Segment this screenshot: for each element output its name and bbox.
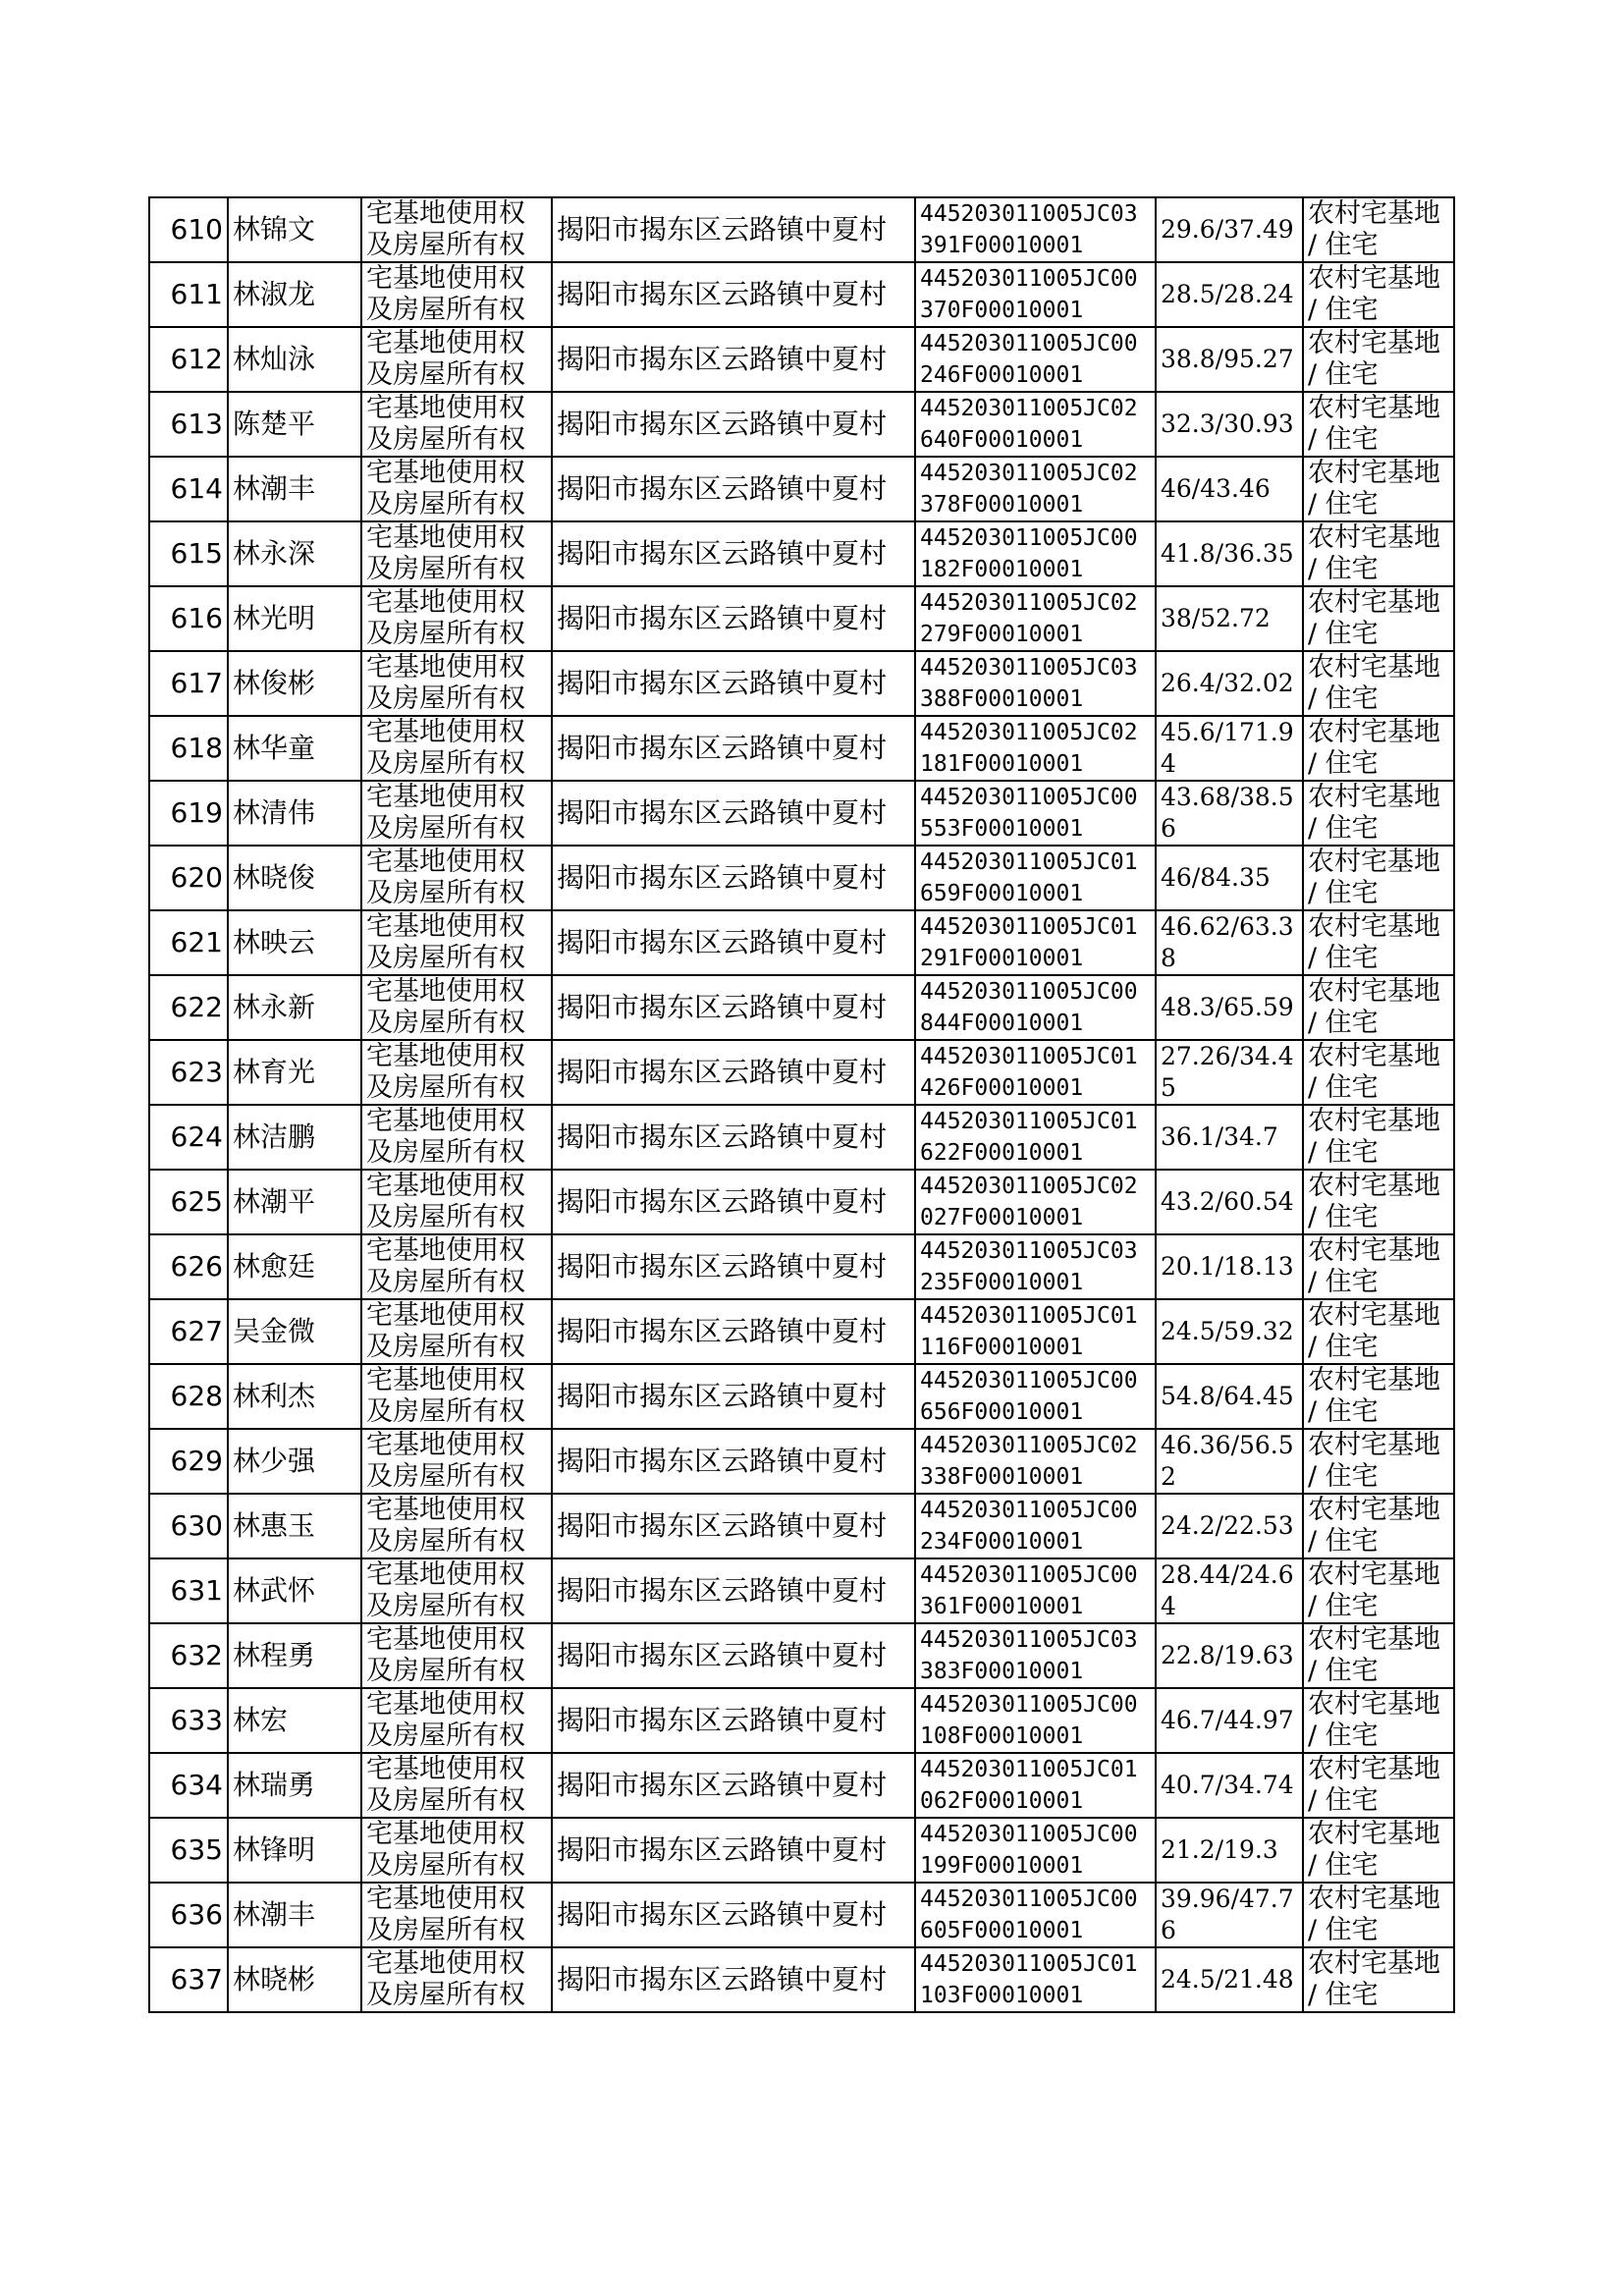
row-number-cell: 630: [149, 1494, 228, 1558]
area-value-cell: 21.2/19.3: [1156, 1818, 1303, 1883]
unit-code-cell: 445203011005JC02027F00010001: [915, 1170, 1156, 1234]
row-number-cell: 611: [149, 262, 228, 327]
row-number-cell: 612: [149, 327, 228, 392]
row-number-cell: 619: [149, 781, 228, 846]
property-location-cell: 揭阳市揭东区云路镇中夏村: [552, 327, 915, 392]
owner-name-cell: 林洁鹏: [228, 1105, 361, 1170]
property-location-cell: 揭阳市揭东区云路镇中夏村: [552, 1429, 915, 1494]
area-value-cell: 24.5/59.32: [1156, 1299, 1303, 1364]
property-location-cell: 揭阳市揭东区云路镇中夏村: [552, 521, 915, 586]
land-use-cell: 农村宅基地 / 住宅: [1303, 910, 1454, 975]
table-row: [149, 1688, 1454, 1753]
right-type-cell: 宅基地使用权及房屋所有权: [361, 1040, 552, 1105]
property-location-cell: 揭阳市揭东区云路镇中夏村: [552, 1364, 915, 1429]
land-use-cell: 农村宅基地 / 住宅: [1303, 975, 1454, 1040]
table-row: [149, 457, 1454, 521]
table-row: [149, 846, 1454, 910]
land-use-cell: 农村宅基地 / 住宅: [1303, 651, 1454, 716]
row-number-cell: 627: [149, 1299, 228, 1364]
area-value-cell: 45.6/171.94: [1156, 716, 1303, 781]
row-number-cell: 634: [149, 1753, 228, 1818]
property-location-cell: 揭阳市揭东区云路镇中夏村: [552, 457, 915, 521]
table-row: [149, 781, 1454, 846]
right-type-cell: 宅基地使用权及房屋所有权: [361, 716, 552, 781]
table-row: [149, 1234, 1454, 1299]
property-location-cell: 揭阳市揭东区云路镇中夏村: [552, 1494, 915, 1558]
right-type-cell: 宅基地使用权及房屋所有权: [361, 1688, 552, 1753]
owner-name-cell: 林光明: [228, 586, 361, 651]
property-location-cell: 揭阳市揭东区云路镇中夏村: [552, 1883, 915, 1947]
owner-name-cell: 林利杰: [228, 1364, 361, 1429]
registry-table-body: [149, 197, 1454, 2012]
right-type-cell: 宅基地使用权及房屋所有权: [361, 651, 552, 716]
unit-code-cell: 445203011005JC01062F00010001: [915, 1753, 1156, 1818]
table-row: [149, 1105, 1454, 1170]
property-location-cell: 揭阳市揭东区云路镇中夏村: [552, 716, 915, 781]
area-value-cell: 24.2/22.53: [1156, 1494, 1303, 1558]
unit-code-cell: 445203011005JC03391F00010001: [915, 197, 1156, 262]
row-number-cell: 616: [149, 586, 228, 651]
table-row: [149, 1947, 1454, 2012]
right-type-cell: 宅基地使用权及房屋所有权: [361, 781, 552, 846]
table-row: [149, 1170, 1454, 1234]
table-row: [149, 586, 1454, 651]
land-use-cell: 农村宅基地 / 住宅: [1303, 1623, 1454, 1688]
property-location-cell: 揭阳市揭东区云路镇中夏村: [552, 1947, 915, 2012]
area-value-cell: 32.3/30.93: [1156, 392, 1303, 457]
unit-code-cell: 445203011005JC01291F00010001: [915, 910, 1156, 975]
row-number-cell: 629: [149, 1429, 228, 1494]
property-location-cell: 揭阳市揭东区云路镇中夏村: [552, 197, 915, 262]
row-number-cell: 621: [149, 910, 228, 975]
land-use-cell: 农村宅基地 / 住宅: [1303, 1883, 1454, 1947]
area-value-cell: 46/84.35: [1156, 846, 1303, 910]
owner-name-cell: 林永深: [228, 521, 361, 586]
table-row: [149, 1818, 1454, 1883]
right-type-cell: 宅基地使用权及房屋所有权: [361, 586, 552, 651]
unit-code-cell: 445203011005JC03388F00010001: [915, 651, 1156, 716]
land-use-cell: 农村宅基地 / 住宅: [1303, 1494, 1454, 1558]
property-location-cell: 揭阳市揭东区云路镇中夏村: [552, 262, 915, 327]
owner-name-cell: 林晓俊: [228, 846, 361, 910]
area-value-cell: 46/43.46: [1156, 457, 1303, 521]
area-value-cell: 38.8/95.27: [1156, 327, 1303, 392]
owner-name-cell: 林潮平: [228, 1170, 361, 1234]
area-value-cell: 38/52.72: [1156, 586, 1303, 651]
land-use-cell: 农村宅基地 / 住宅: [1303, 1170, 1454, 1234]
owner-name-cell: 林映云: [228, 910, 361, 975]
table-row: [149, 197, 1454, 262]
row-number-cell: 632: [149, 1623, 228, 1688]
area-value-cell: 43.68/38.56: [1156, 781, 1303, 846]
land-use-cell: 农村宅基地 / 住宅: [1303, 1040, 1454, 1105]
table-row: [149, 1299, 1454, 1364]
unit-code-cell: 445203011005JC00246F00010001: [915, 327, 1156, 392]
area-value-cell: 26.4/32.02: [1156, 651, 1303, 716]
owner-name-cell: 林灿泳: [228, 327, 361, 392]
unit-code-cell: 445203011005JC01426F00010001: [915, 1040, 1156, 1105]
right-type-cell: 宅基地使用权及房屋所有权: [361, 327, 552, 392]
property-location-cell: 揭阳市揭东区云路镇中夏村: [552, 1299, 915, 1364]
land-use-cell: 农村宅基地 / 住宅: [1303, 846, 1454, 910]
row-number-cell: 633: [149, 1688, 228, 1753]
property-location-cell: 揭阳市揭东区云路镇中夏村: [552, 1040, 915, 1105]
property-location-cell: 揭阳市揭东区云路镇中夏村: [552, 586, 915, 651]
owner-name-cell: 林华童: [228, 716, 361, 781]
unit-code-cell: 445203011005JC00361F00010001: [915, 1558, 1156, 1623]
right-type-cell: 宅基地使用权及房屋所有权: [361, 521, 552, 586]
area-value-cell: 39.96/47.76: [1156, 1883, 1303, 1947]
area-value-cell: 20.1/18.13: [1156, 1234, 1303, 1299]
property-location-cell: 揭阳市揭东区云路镇中夏村: [552, 1753, 915, 1818]
row-number-cell: 631: [149, 1558, 228, 1623]
row-number-cell: 617: [149, 651, 228, 716]
owner-name-cell: 林武怀: [228, 1558, 361, 1623]
property-location-cell: 揭阳市揭东区云路镇中夏村: [552, 1623, 915, 1688]
unit-code-cell: 445203011005JC02640F00010001: [915, 392, 1156, 457]
land-use-cell: 农村宅基地 / 住宅: [1303, 457, 1454, 521]
row-number-cell: 622: [149, 975, 228, 1040]
right-type-cell: 宅基地使用权及房屋所有权: [361, 1753, 552, 1818]
right-type-cell: 宅基地使用权及房屋所有权: [361, 1883, 552, 1947]
area-value-cell: 46.36/56.52: [1156, 1429, 1303, 1494]
property-location-cell: 揭阳市揭东区云路镇中夏村: [552, 1234, 915, 1299]
row-number-cell: 636: [149, 1883, 228, 1947]
table-row: [149, 910, 1454, 975]
unit-code-cell: 445203011005JC01659F00010001: [915, 846, 1156, 910]
right-type-cell: 宅基地使用权及房屋所有权: [361, 197, 552, 262]
owner-name-cell: 林晓彬: [228, 1947, 361, 2012]
right-type-cell: 宅基地使用权及房屋所有权: [361, 1299, 552, 1364]
owner-name-cell: 林愈廷: [228, 1234, 361, 1299]
land-use-cell: 农村宅基地 / 住宅: [1303, 716, 1454, 781]
table-row: [149, 392, 1454, 457]
table-row: [149, 716, 1454, 781]
row-number-cell: 625: [149, 1170, 228, 1234]
row-number-cell: 635: [149, 1818, 228, 1883]
area-value-cell: 40.7/34.74: [1156, 1753, 1303, 1818]
table-row: [149, 1883, 1454, 1947]
unit-code-cell: 445203011005JC01622F00010001: [915, 1105, 1156, 1170]
owner-name-cell: 陈楚平: [228, 392, 361, 457]
area-value-cell: 48.3/65.59: [1156, 975, 1303, 1040]
land-use-cell: 农村宅基地 / 住宅: [1303, 1364, 1454, 1429]
right-type-cell: 宅基地使用权及房屋所有权: [361, 1170, 552, 1234]
land-use-cell: 农村宅基地 / 住宅: [1303, 1753, 1454, 1818]
unit-code-cell: 445203011005JC01103F00010001: [915, 1947, 1156, 2012]
table-row: [149, 1040, 1454, 1105]
area-value-cell: 29.6/37.49: [1156, 197, 1303, 262]
area-value-cell: 22.8/19.63: [1156, 1623, 1303, 1688]
unit-code-cell: 445203011005JC00553F00010001: [915, 781, 1156, 846]
land-use-cell: 农村宅基地 / 住宅: [1303, 1947, 1454, 2012]
owner-name-cell: 林潮丰: [228, 457, 361, 521]
table-row: [149, 327, 1454, 392]
land-use-cell: 农村宅基地 / 住宅: [1303, 262, 1454, 327]
row-number-cell: 615: [149, 521, 228, 586]
owner-name-cell: 林清伟: [228, 781, 361, 846]
property-location-cell: 揭阳市揭东区云路镇中夏村: [552, 1688, 915, 1753]
area-value-cell: 36.1/34.7: [1156, 1105, 1303, 1170]
table-row: [149, 1623, 1454, 1688]
unit-code-cell: 445203011005JC02279F00010001: [915, 586, 1156, 651]
right-type-cell: 宅基地使用权及房屋所有权: [361, 262, 552, 327]
land-use-cell: 农村宅基地 / 住宅: [1303, 197, 1454, 262]
property-location-cell: 揭阳市揭东区云路镇中夏村: [552, 1818, 915, 1883]
right-type-cell: 宅基地使用权及房屋所有权: [361, 1105, 552, 1170]
unit-code-cell: 445203011005JC00234F00010001: [915, 1494, 1156, 1558]
row-number-cell: 610: [149, 197, 228, 262]
table-row: [149, 1494, 1454, 1558]
area-value-cell: 46.62/63.38: [1156, 910, 1303, 975]
land-use-cell: 农村宅基地 / 住宅: [1303, 1105, 1454, 1170]
owner-name-cell: 林潮丰: [228, 1883, 361, 1947]
owner-name-cell: 林育光: [228, 1040, 361, 1105]
area-value-cell: 54.8/64.45: [1156, 1364, 1303, 1429]
table-row: [149, 1364, 1454, 1429]
area-value-cell: 27.26/34.45: [1156, 1040, 1303, 1105]
land-use-cell: 农村宅基地 / 住宅: [1303, 327, 1454, 392]
unit-code-cell: 445203011005JC03383F00010001: [915, 1623, 1156, 1688]
row-number-cell: 614: [149, 457, 228, 521]
row-number-cell: 628: [149, 1364, 228, 1429]
property-location-cell: 揭阳市揭东区云路镇中夏村: [552, 910, 915, 975]
table-row: [149, 521, 1454, 586]
right-type-cell: 宅基地使用权及房屋所有权: [361, 1818, 552, 1883]
property-location-cell: 揭阳市揭东区云路镇中夏村: [552, 1105, 915, 1170]
land-use-cell: 农村宅基地 / 住宅: [1303, 392, 1454, 457]
row-number-cell: 624: [149, 1105, 228, 1170]
row-number-cell: 620: [149, 846, 228, 910]
table-row: [149, 262, 1454, 327]
area-value-cell: 41.8/36.35: [1156, 521, 1303, 586]
property-location-cell: 揭阳市揭东区云路镇中夏村: [552, 1558, 915, 1623]
owner-name-cell: 林俊彬: [228, 651, 361, 716]
land-use-cell: 农村宅基地 / 住宅: [1303, 781, 1454, 846]
property-location-cell: 揭阳市揭东区云路镇中夏村: [552, 392, 915, 457]
unit-code-cell: 445203011005JC00370F00010001: [915, 262, 1156, 327]
unit-code-cell: 445203011005JC00656F00010001: [915, 1364, 1156, 1429]
unit-code-cell: 445203011005JC03235F00010001: [915, 1234, 1156, 1299]
right-type-cell: 宅基地使用权及房屋所有权: [361, 846, 552, 910]
owner-name-cell: 林宏: [228, 1688, 361, 1753]
right-type-cell: 宅基地使用权及房屋所有权: [361, 1234, 552, 1299]
owner-name-cell: 林少强: [228, 1429, 361, 1494]
owner-name-cell: 林程勇: [228, 1623, 361, 1688]
property-location-cell: 揭阳市揭东区云路镇中夏村: [552, 846, 915, 910]
unit-code-cell: 445203011005JC00605F00010001: [915, 1883, 1156, 1947]
property-location-cell: 揭阳市揭东区云路镇中夏村: [552, 975, 915, 1040]
owner-name-cell: 林淑龙: [228, 262, 361, 327]
unit-code-cell: 445203011005JC02181F00010001: [915, 716, 1156, 781]
unit-code-cell: 445203011005JC00182F00010001: [915, 521, 1156, 586]
unit-code-cell: 445203011005JC02378F00010001: [915, 457, 1156, 521]
table-row: [149, 1558, 1454, 1623]
unit-code-cell: 445203011005JC01116F00010001: [915, 1299, 1156, 1364]
right-type-cell: 宅基地使用权及房屋所有权: [361, 457, 552, 521]
table-row: [149, 975, 1454, 1040]
land-use-cell: 农村宅基地 / 住宅: [1303, 1818, 1454, 1883]
owner-name-cell: 林惠玉: [228, 1494, 361, 1558]
owner-name-cell: 林永新: [228, 975, 361, 1040]
owner-name-cell: 吴金微: [228, 1299, 361, 1364]
table-row: [149, 1429, 1454, 1494]
row-number-cell: 618: [149, 716, 228, 781]
row-number-cell: 613: [149, 392, 228, 457]
area-value-cell: 46.7/44.97: [1156, 1688, 1303, 1753]
land-use-cell: 农村宅基地 / 住宅: [1303, 1429, 1454, 1494]
area-value-cell: 28.44/24.64: [1156, 1558, 1303, 1623]
row-number-cell: 637: [149, 1947, 228, 2012]
property-location-cell: 揭阳市揭东区云路镇中夏村: [552, 781, 915, 846]
unit-code-cell: 445203011005JC00199F00010001: [915, 1818, 1156, 1883]
land-use-cell: 农村宅基地 / 住宅: [1303, 1299, 1454, 1364]
registry-table: [148, 196, 1455, 2013]
table-row: [149, 651, 1454, 716]
right-type-cell: 宅基地使用权及房屋所有权: [361, 1947, 552, 2012]
land-use-cell: 农村宅基地 / 住宅: [1303, 586, 1454, 651]
right-type-cell: 宅基地使用权及房屋所有权: [361, 1364, 552, 1429]
right-type-cell: 宅基地使用权及房屋所有权: [361, 1623, 552, 1688]
right-type-cell: 宅基地使用权及房屋所有权: [361, 975, 552, 1040]
property-location-cell: 揭阳市揭东区云路镇中夏村: [552, 651, 915, 716]
unit-code-cell: 445203011005JC02338F00010001: [915, 1429, 1156, 1494]
right-type-cell: 宅基地使用权及房屋所有权: [361, 1494, 552, 1558]
land-use-cell: 农村宅基地 / 住宅: [1303, 1234, 1454, 1299]
property-location-cell: 揭阳市揭东区云路镇中夏村: [552, 1170, 915, 1234]
unit-code-cell: 445203011005JC00108F00010001: [915, 1688, 1156, 1753]
right-type-cell: 宅基地使用权及房屋所有权: [361, 392, 552, 457]
row-number-cell: 623: [149, 1040, 228, 1105]
table-row: [149, 1753, 1454, 1818]
area-value-cell: 43.2/60.54: [1156, 1170, 1303, 1234]
owner-name-cell: 林锦文: [228, 197, 361, 262]
land-use-cell: 农村宅基地 / 住宅: [1303, 1558, 1454, 1623]
unit-code-cell: 445203011005JC00844F00010001: [915, 975, 1156, 1040]
land-use-cell: 农村宅基地 / 住宅: [1303, 521, 1454, 586]
owner-name-cell: 林锋明: [228, 1818, 361, 1883]
right-type-cell: 宅基地使用权及房屋所有权: [361, 1429, 552, 1494]
owner-name-cell: 林瑞勇: [228, 1753, 361, 1818]
right-type-cell: 宅基地使用权及房屋所有权: [361, 1558, 552, 1623]
area-value-cell: 28.5/28.24: [1156, 262, 1303, 327]
area-value-cell: 24.5/21.48: [1156, 1947, 1303, 2012]
right-type-cell: 宅基地使用权及房屋所有权: [361, 910, 552, 975]
row-number-cell: 626: [149, 1234, 228, 1299]
land-use-cell: 农村宅基地 / 住宅: [1303, 1688, 1454, 1753]
